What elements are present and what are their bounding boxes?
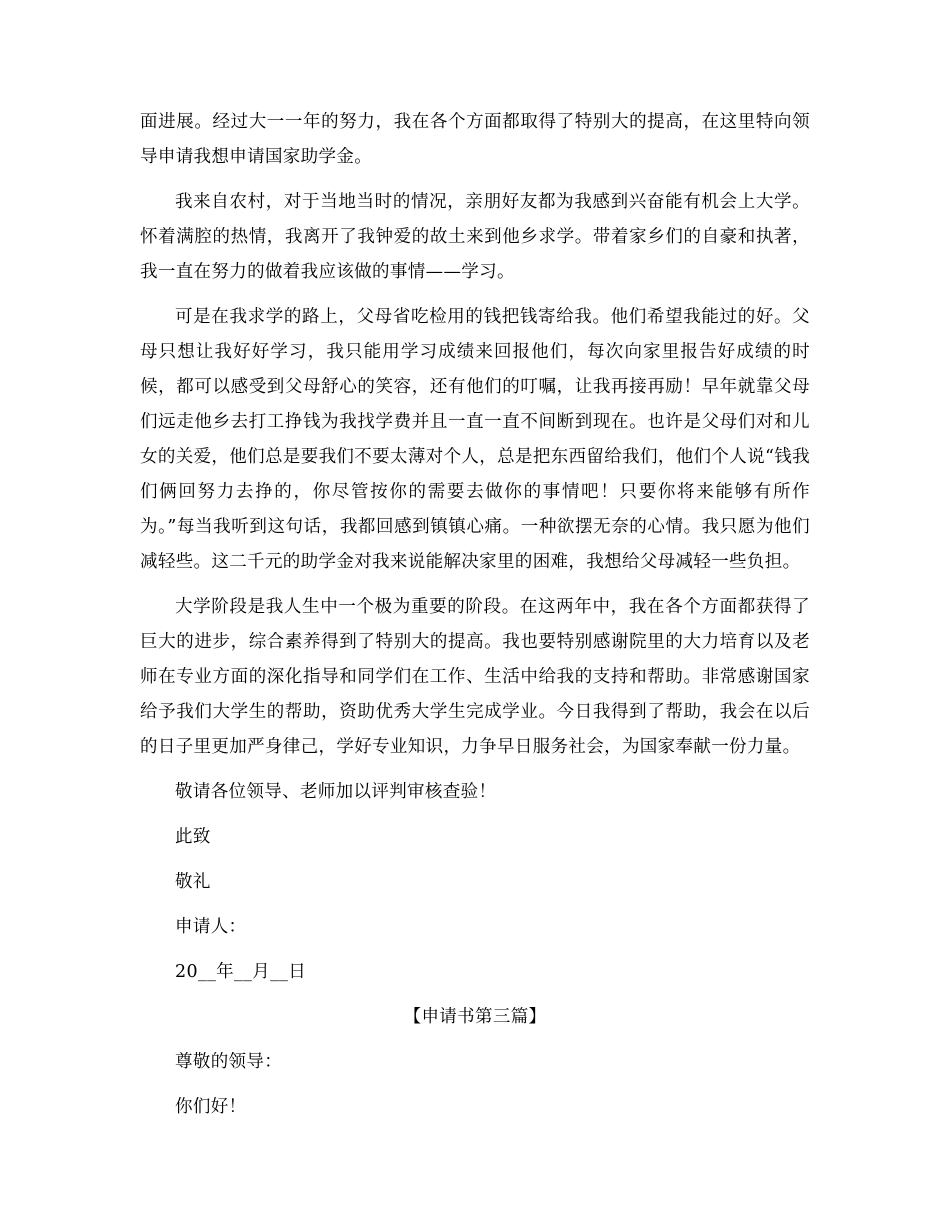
closing-request: 敬请各位领导、老师加以评判审核查验！	[175, 782, 497, 802]
document-page	[140, 105, 810, 1135]
body-paragraph-3: 可是在我求学的路上，父母省吃检用的钱把钱寄给我。他们希望我能过的好。父母只想让我好好学习，我只能用学习成绩来回报他们，每次向家里报告好成绩的时候，都可以感受到父母舒心的笑容，还有他们的叮嘱，让我再接再励！早年就靠父母们远走他乡去打工挣钱为我找学费并且一直一直不间断到现在。也许是父母们对和儿女的关爱，他们总是要我们不要太薄对个人，总是把东西留给我们，他们个人说“钱我们俩回努力去挣的，你尽管按你的需要去做你的事情吧！只要你将来能够有所作为。”每当我听到这句话，我都回感到镇镇心痛。一种欲摆无奈的心情。我只愿为他们减轻些。这二千元的助学金对我来说能解决家里的困难，我想给父母减轻一些负担。	[140, 307, 810, 572]
body-paragraph-2: 我来自农村，对于当地当时的情况，亲朋好友都为我感到兴奋能有机会上大学。怀着满腔的热情，我离开了我钟爱的故土来到他乡求学。带着家乡们的自豪和执著，我一直在努力的做着我应该做的事情——学习。	[140, 192, 810, 282]
body-paragraph-4: 大学阶段是我人生中一个极为重要的阶段。在这两年中，我在各个方面都获得了巨大的进步，综合素养得到了特别大的提高。我也要特别感谢院里的大力培育以及老师在专业方面的深化指导和同学们在工作、生活中给我的支持和帮助。非常感谢国家给予我们大学生的帮助，资助优秀大学生完成学业。今日我得到了帮助，我会在以后的日子里更加严身律己，学好专业知识，力争早日服务社会，为国家奉献一份力量。	[140, 597, 810, 757]
section-heading: 【申请书第三篇】	[403, 1007, 547, 1027]
greeting-hello: 你们好！	[175, 1097, 247, 1117]
salutation-ci-zhi: 此致	[175, 827, 211, 847]
applicant-line: 申请人：	[175, 917, 247, 937]
salutation-jing-li: 敬礼	[175, 872, 211, 892]
greeting-respected-leaders: 尊敬的领导：	[175, 1052, 283, 1072]
body-paragraph-1: 面进展。经过大一一年的努力，我在各个方面都取得了特别大的提高，在这里特向领导申请我想申请国家助学金。	[140, 112, 810, 167]
date-line: 20__年__月__日	[175, 962, 307, 982]
